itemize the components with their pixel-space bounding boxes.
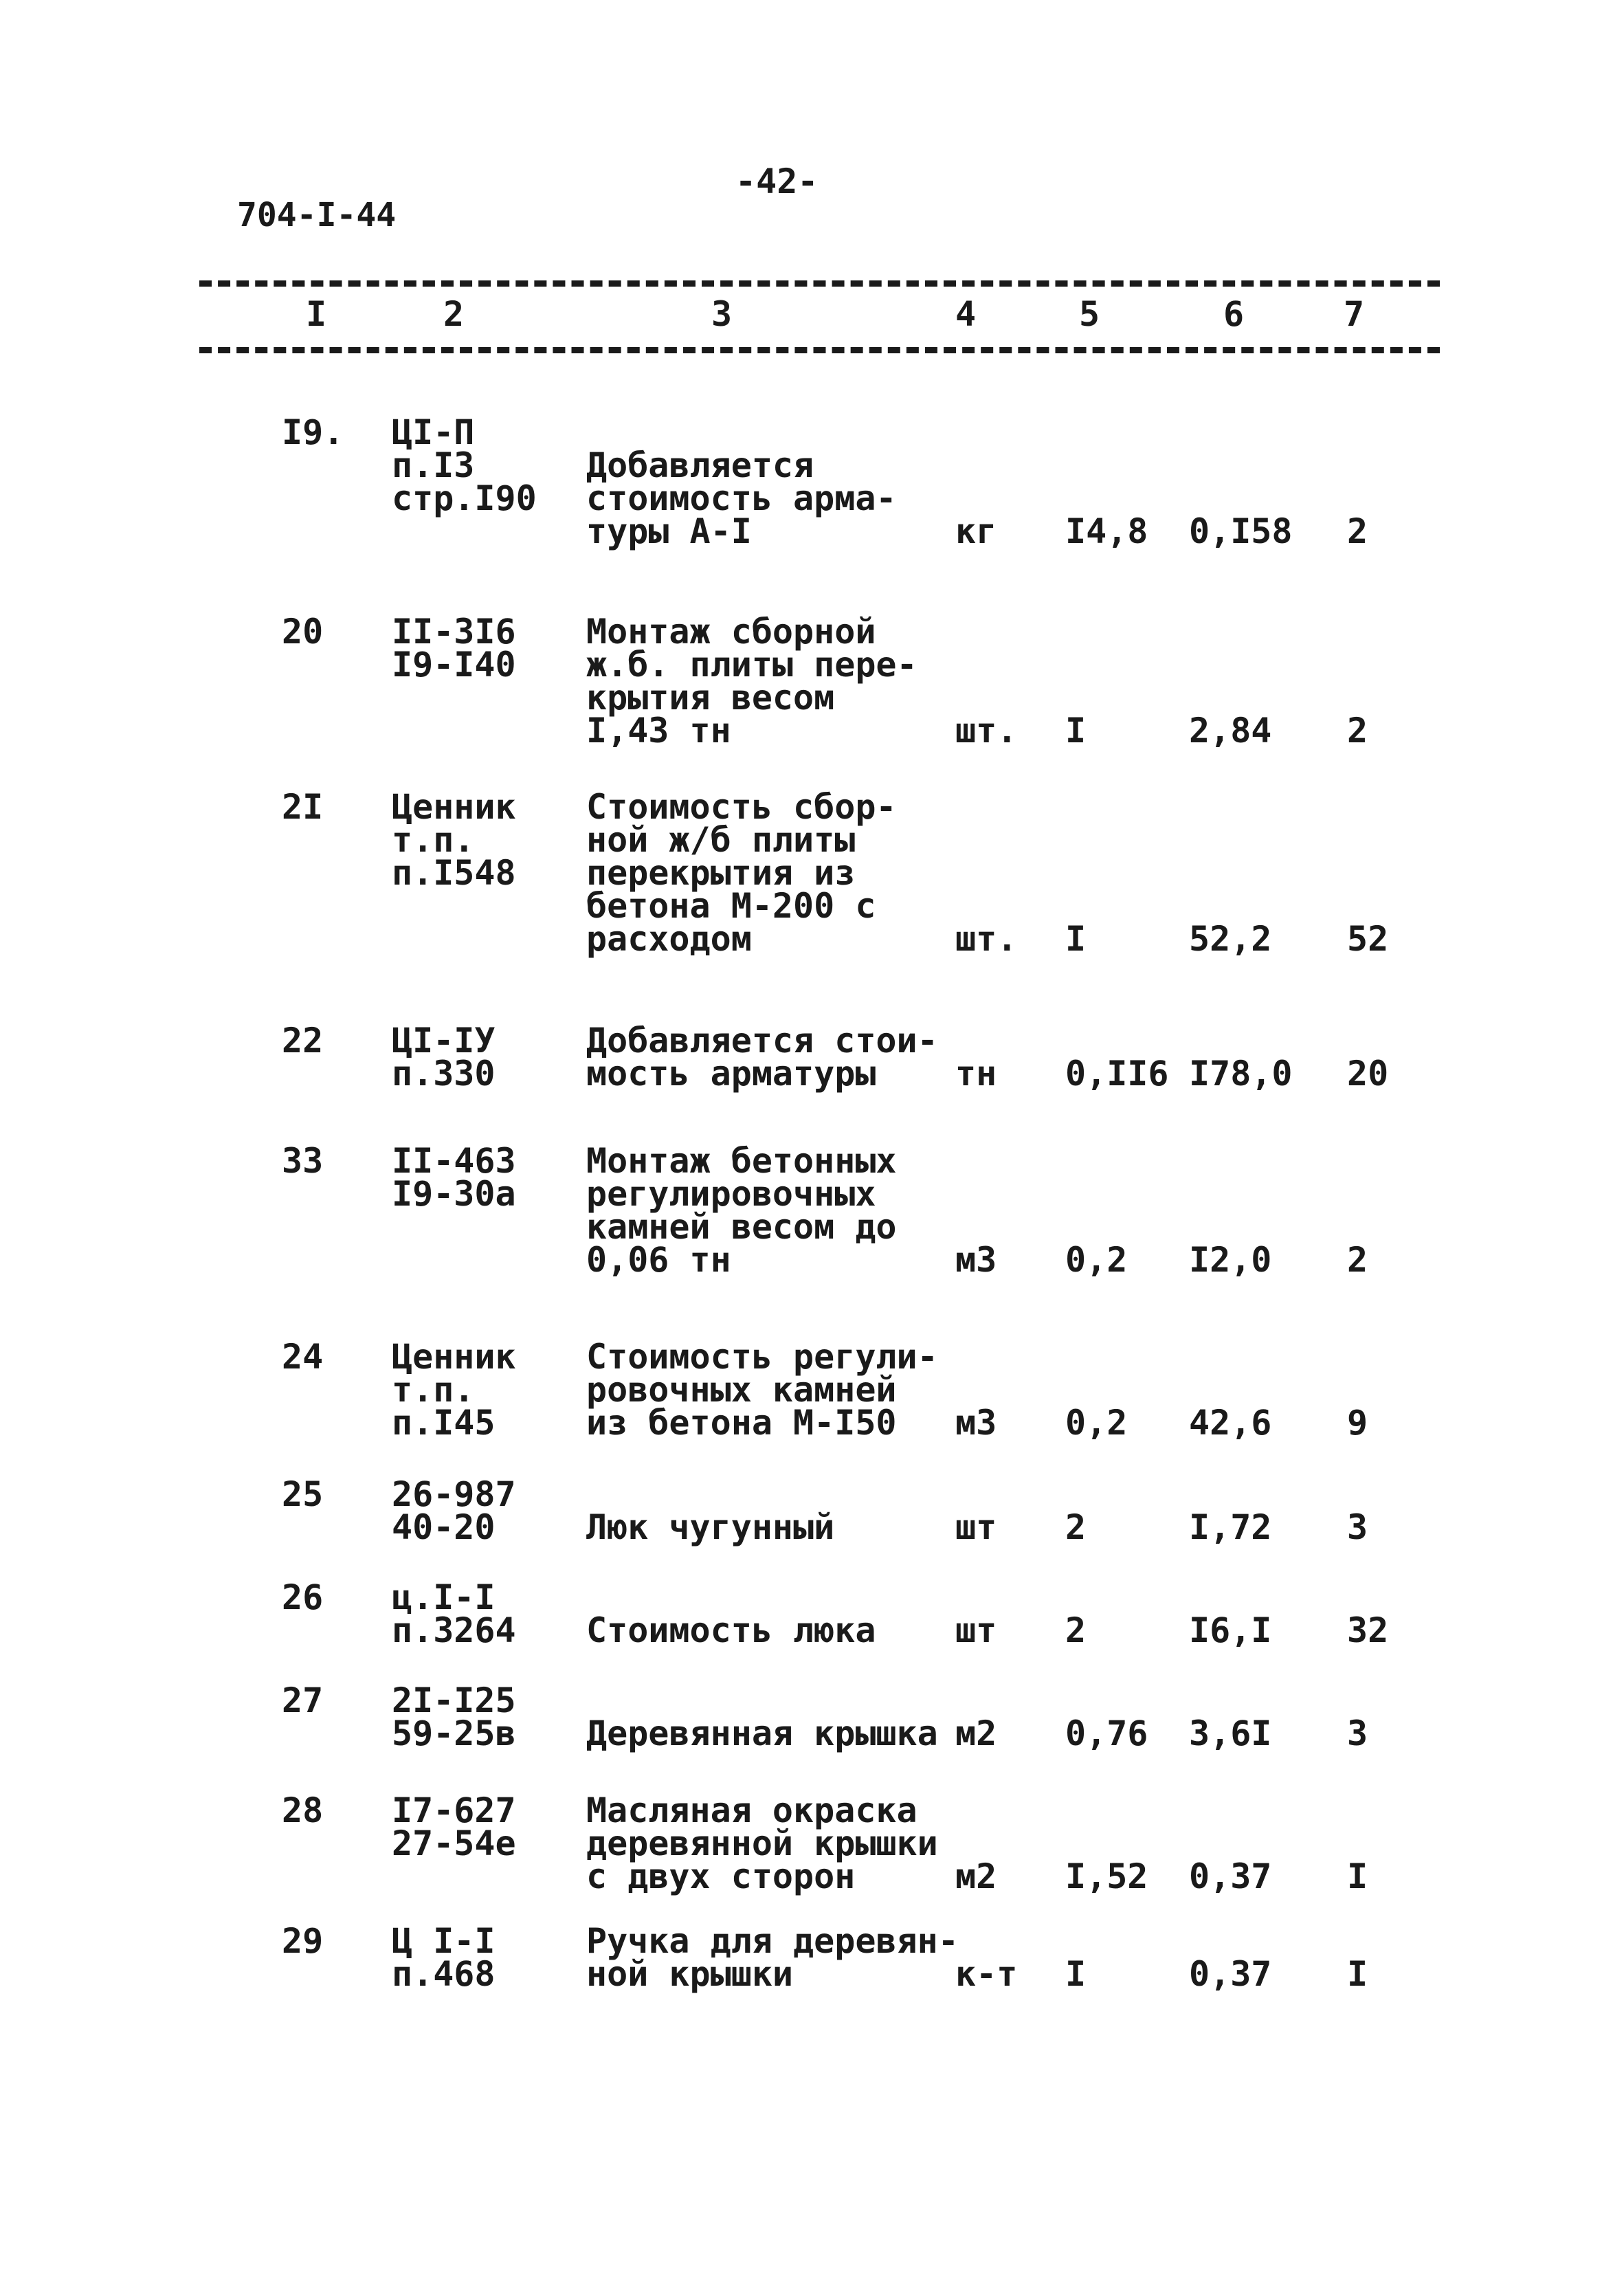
reference-code <box>392 1021 496 1094</box>
description-line: туры А-I <box>586 511 752 551</box>
reference-line: 40-20 <box>392 1507 496 1547</box>
description-line: крытия весом <box>586 678 835 718</box>
reference-line: 27-54е <box>392 1823 516 1863</box>
work-description <box>586 1141 897 1280</box>
description-line: I,43 тн <box>586 711 731 751</box>
reference-line: II-463 <box>392 1141 516 1181</box>
unit-of-measure: м2 <box>955 1856 997 1896</box>
reference-line: п.330 <box>392 1054 496 1094</box>
description-line: с двух сторон <box>586 1856 856 1896</box>
total-cost: 2 <box>1347 1240 1368 1280</box>
reference-line: II-3I6 <box>392 612 516 652</box>
description-line: Добавляется стои- <box>586 1021 938 1061</box>
reference-code <box>392 612 516 685</box>
total-cost: I <box>1347 1954 1368 1994</box>
reference-code <box>392 1141 516 1214</box>
reference-line: п.3264 <box>392 1610 516 1650</box>
unit-price: 0,I58 <box>1189 511 1293 551</box>
description-line: регулировочных <box>586 1174 876 1214</box>
column-header-7: 7 <box>1344 294 1365 334</box>
reference-line: I9-30а <box>392 1174 516 1214</box>
unit-price: 0,37 <box>1189 1856 1272 1896</box>
reference-line: п.468 <box>392 1954 496 1994</box>
row-number: 27 <box>282 1681 324 1720</box>
row-number: 28 <box>282 1790 324 1830</box>
column-header-2: 2 <box>443 294 465 334</box>
column-header-6: 6 <box>1223 294 1245 334</box>
description-line: расходом <box>586 919 752 959</box>
reference-line: 26-987 <box>392 1474 516 1514</box>
description-line: бетона М-200 с <box>586 886 876 926</box>
quantity: 2 <box>1065 1610 1087 1650</box>
reference-line: 59-25в <box>392 1714 516 1753</box>
quantity: 0,2 <box>1065 1403 1128 1443</box>
row-number: 26 <box>282 1577 324 1617</box>
work-description <box>586 1921 959 1994</box>
description-line: перекрытия из <box>586 853 856 893</box>
description-line: ной ж/б плиты <box>586 820 856 860</box>
unit-price: I2,0 <box>1189 1240 1272 1280</box>
reference-code <box>392 1681 516 1753</box>
description-line: камней весом до <box>586 1207 897 1247</box>
header-rule-bottom <box>199 347 1440 353</box>
description-line: Монтаж бетонных <box>586 1141 897 1181</box>
reference-line: т.п. <box>392 820 475 860</box>
reference-line: ц.I-I <box>392 1577 496 1617</box>
page-number: -42- <box>735 162 819 201</box>
reference-code <box>392 1790 516 1863</box>
description-line: Масляная окраска <box>586 1790 917 1830</box>
unit-of-measure: тн <box>955 1054 997 1094</box>
total-cost: 2 <box>1347 511 1368 551</box>
work-description <box>586 1337 938 1443</box>
total-cost: 3 <box>1347 1507 1368 1547</box>
column-header-1: I <box>306 294 327 334</box>
total-cost: 3 <box>1347 1714 1368 1753</box>
row-number: 24 <box>282 1337 324 1377</box>
work-description <box>586 445 897 551</box>
unit-price: I6,I <box>1189 1610 1272 1650</box>
total-cost: 32 <box>1347 1610 1389 1650</box>
reference-line: п.I45 <box>392 1403 496 1443</box>
column-header-4: 4 <box>955 294 977 334</box>
reference-line: I9-I40 <box>392 645 516 685</box>
quantity: 2 <box>1065 1507 1087 1547</box>
row-number: I9. <box>282 412 344 452</box>
reference-line: ЦI-IУ <box>392 1021 496 1061</box>
reference-code <box>392 1577 516 1650</box>
reference-line: 2I-I25 <box>392 1681 516 1720</box>
description-line: 0,06 тн <box>586 1240 731 1280</box>
description-line: ровочных камней <box>586 1370 897 1410</box>
unit-of-measure: шт. <box>955 711 1018 751</box>
description-line: деревянной крышки <box>586 1823 938 1863</box>
description-line: ж.б. плиты пере- <box>586 645 917 685</box>
reference-line: т.п. <box>392 1370 475 1410</box>
total-cost: 52 <box>1347 919 1389 959</box>
row-number: 20 <box>282 612 324 652</box>
column-header-3: 3 <box>711 294 733 334</box>
unit-price: I78,0 <box>1189 1054 1293 1094</box>
reference-line: I7-627 <box>392 1790 516 1830</box>
work-description <box>586 1507 835 1547</box>
reference-code <box>392 1474 516 1547</box>
unit-price: 2,84 <box>1189 711 1272 751</box>
unit-of-measure: шт <box>955 1610 997 1650</box>
unit-of-measure: кг <box>955 511 997 551</box>
row-number: 29 <box>282 1921 324 1961</box>
reference-line: стр.I90 <box>392 478 537 518</box>
reference-code <box>392 1337 516 1443</box>
reference-line: ЦI-П <box>392 412 475 452</box>
unit-price: 3,6I <box>1189 1714 1272 1753</box>
column-header-5: 5 <box>1079 294 1100 334</box>
work-description <box>586 787 897 959</box>
description-line: Добавляется <box>586 445 814 485</box>
quantity: 0,76 <box>1065 1714 1148 1753</box>
work-description <box>586 1714 938 1753</box>
description-line: Стоимость регули- <box>586 1337 938 1377</box>
reference-line: п.I3 <box>392 445 475 485</box>
unit-of-measure: м2 <box>955 1714 997 1753</box>
description-line: Люк чугунный <box>586 1507 835 1547</box>
description-line: Ручка для деревян- <box>586 1921 959 1961</box>
total-cost: 2 <box>1347 711 1368 751</box>
row-number: 33 <box>282 1141 324 1181</box>
work-description <box>586 612 917 751</box>
reference-code <box>392 412 537 518</box>
total-cost: 20 <box>1347 1054 1389 1094</box>
unit-of-measure: к-т <box>955 1954 1018 1994</box>
unit-price: I,72 <box>1189 1507 1272 1547</box>
quantity: I,52 <box>1065 1856 1148 1896</box>
work-description <box>586 1790 938 1896</box>
description-line: Стоимость люка <box>586 1610 876 1650</box>
description-line: из бетона М-I50 <box>586 1403 897 1443</box>
reference-code <box>392 1921 496 1994</box>
quantity: 0,II6 <box>1065 1054 1169 1094</box>
description-line: Монтаж сборной <box>586 612 876 652</box>
unit-of-measure: м3 <box>955 1240 997 1280</box>
unit-of-measure: м3 <box>955 1403 997 1443</box>
unit-of-measure: шт <box>955 1507 997 1547</box>
quantity: 0,2 <box>1065 1240 1128 1280</box>
description-line: стоимость арма- <box>586 478 897 518</box>
quantity: I <box>1065 711 1087 751</box>
total-cost: I <box>1347 1856 1368 1896</box>
reference-line: п.I548 <box>392 853 516 893</box>
row-number: 22 <box>282 1021 324 1061</box>
unit-price: 42,6 <box>1189 1403 1272 1443</box>
quantity: I <box>1065 1954 1087 1994</box>
quantity: I <box>1065 919 1087 959</box>
document-code: 704-I-44 <box>237 196 397 234</box>
reference-code <box>392 787 516 893</box>
description-line: мость арматуры <box>586 1054 876 1094</box>
row-number: 25 <box>282 1474 324 1514</box>
header-rule-top <box>199 280 1440 287</box>
unit-of-measure: шт. <box>955 919 1018 959</box>
work-description <box>586 1021 938 1094</box>
description-line: Стоимость сбор- <box>586 787 897 827</box>
quantity: I4,8 <box>1065 511 1148 551</box>
work-description <box>586 1610 876 1650</box>
description-line: ной крышки <box>586 1954 794 1994</box>
unit-price: 0,37 <box>1189 1954 1272 1994</box>
reference-line: Ц I-I <box>392 1921 496 1961</box>
description-line: Деревянная крышка <box>586 1714 938 1753</box>
reference-line: Ценник <box>392 1337 516 1377</box>
unit-price: 52,2 <box>1189 919 1272 959</box>
total-cost: 9 <box>1347 1403 1368 1443</box>
row-number: 2I <box>282 787 324 827</box>
reference-line: Ценник <box>392 787 516 827</box>
